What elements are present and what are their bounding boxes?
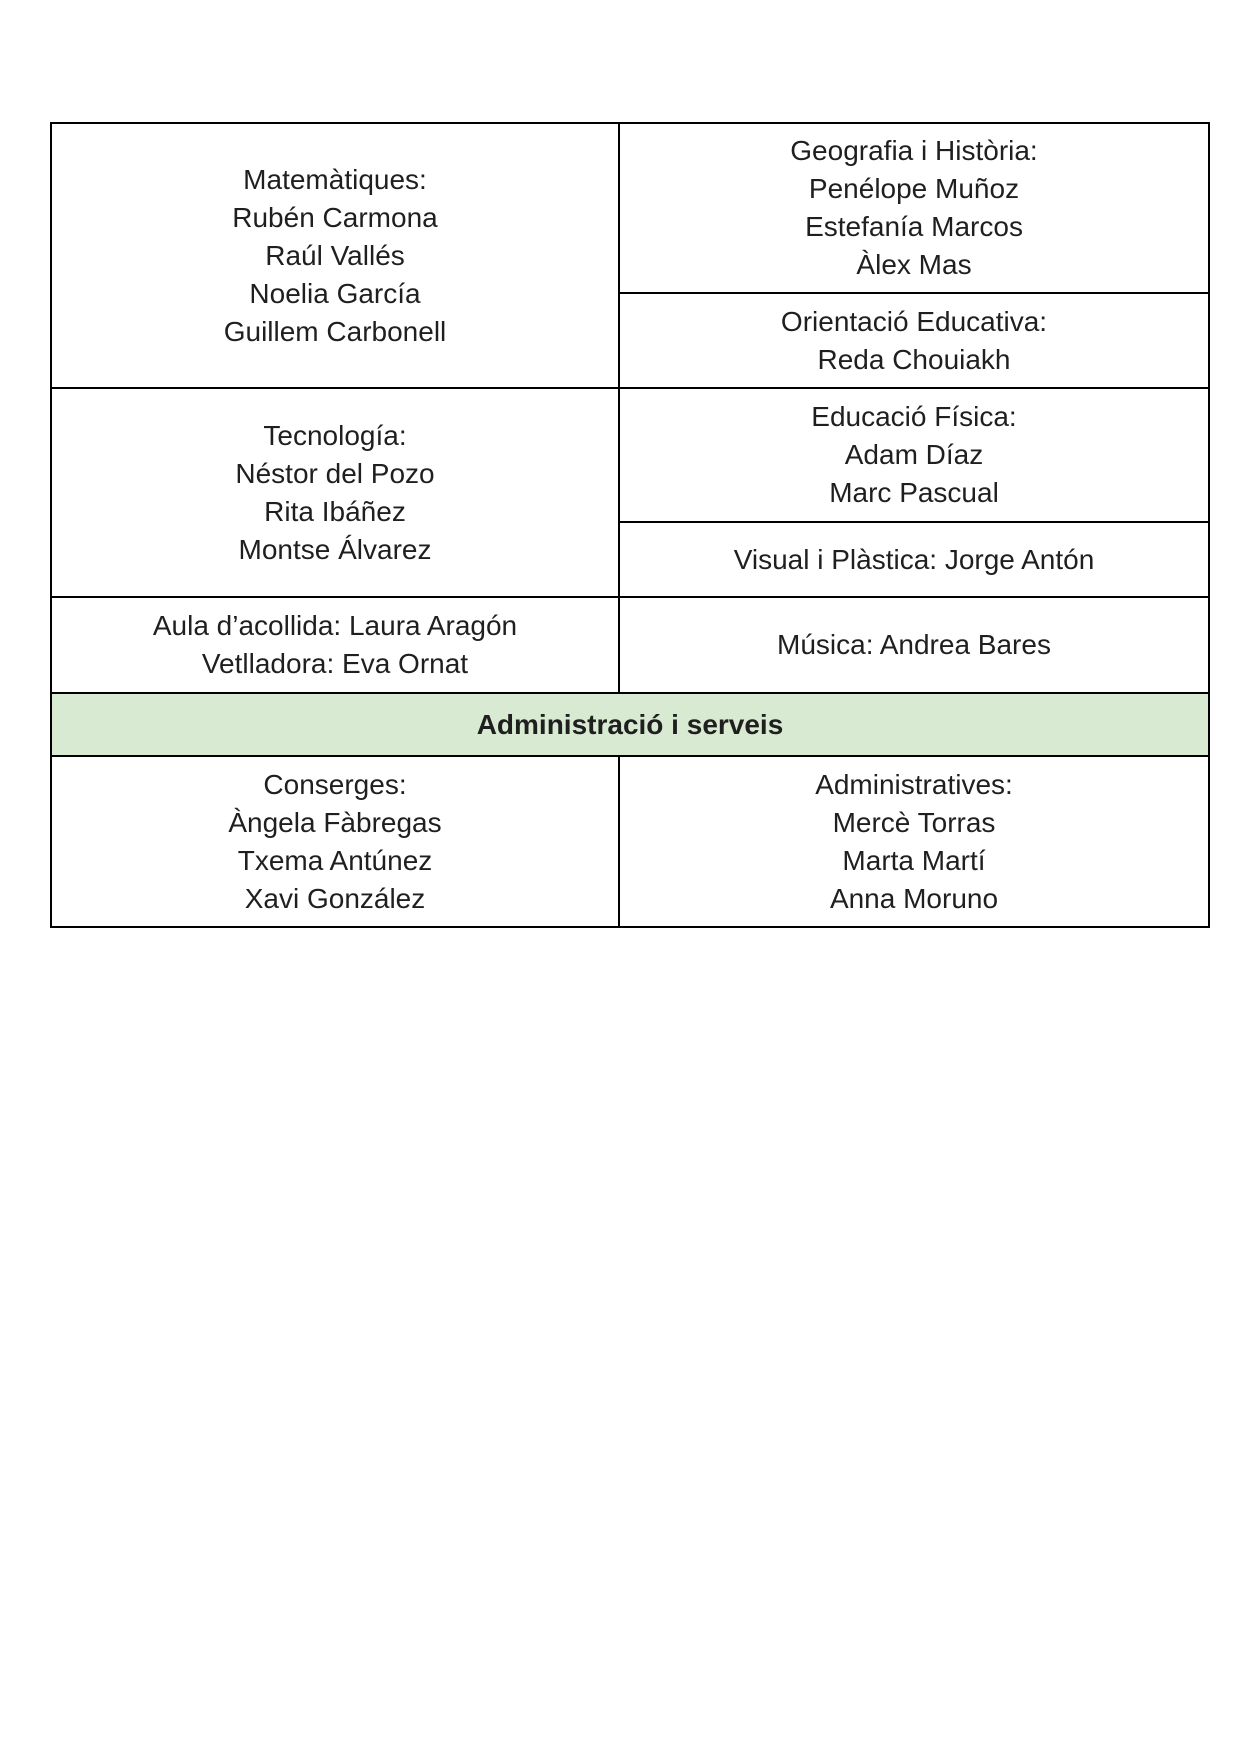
cell-educacio-fisica [620, 389, 1208, 523]
staff-name: Raúl Vallés [265, 239, 405, 271]
staff-name: Reda Chouiakh [817, 343, 1011, 375]
cell-orientacio-educativa [620, 294, 1208, 389]
cell-tecnologia [52, 389, 620, 598]
cell-conserges [52, 757, 620, 926]
subject-label: Matemàtiques: [243, 163, 427, 195]
staff-name: Estefanía Marcos [805, 211, 1023, 242]
staff-name: Txema Antúnez [237, 844, 433, 876]
staff-table [50, 122, 1210, 928]
staff-name: Noelia García [249, 277, 421, 309]
staff-name: Néstor del Pozo [235, 457, 435, 489]
cell-administratives [620, 757, 1208, 926]
cell-matematiques [52, 124, 620, 389]
subject-and-staff: Vetlladora: Eva Ornat [201, 648, 469, 679]
staff-name: Xavi González [244, 882, 426, 914]
staff-name: Marc Pascual [829, 477, 999, 508]
staff-name: Anna Moruno [829, 882, 999, 914]
section-header-label: Administració i serveis [476, 708, 784, 740]
staff-name: Mercè Torras [832, 806, 996, 838]
subject-label: Geografia i Història: [790, 135, 1038, 166]
subject-label: Conserges: [263, 768, 407, 800]
staff-name: Adam Díaz [844, 439, 984, 470]
staff-name: Penélope Muñoz [808, 173, 1020, 204]
cell-musica [620, 598, 1208, 694]
section-header-administracio [52, 694, 1208, 757]
subject-and-staff: Aula d’acollida: Laura Aragón [152, 610, 518, 641]
staff-name: Guillem Carbonell [223, 315, 447, 347]
subject-label: Educació Física: [811, 401, 1017, 432]
subject-label: Orientació Educativa: [780, 305, 1048, 337]
subject-label: Tecnología: [263, 419, 407, 451]
cell-geografia-historia [620, 124, 1208, 294]
staff-name: Montse Álvarez [238, 533, 432, 565]
subject-label: Administratives: [815, 768, 1013, 800]
staff-name: Rita Ibáñez [264, 495, 406, 527]
staff-name: Rubén Carmona [232, 201, 438, 233]
subject-and-staff: Música: Andrea Bares [777, 629, 1051, 660]
staff-name: Àlex Mas [856, 249, 972, 280]
staff-name: Marta Martí [842, 844, 986, 876]
cell-aula-acollida [52, 598, 620, 694]
staff-name: Àngela Fàbregas [228, 806, 442, 838]
cell-visual-plastica [620, 523, 1208, 598]
subject-and-staff: Visual i Plàstica: Jorge Antón [733, 543, 1095, 575]
